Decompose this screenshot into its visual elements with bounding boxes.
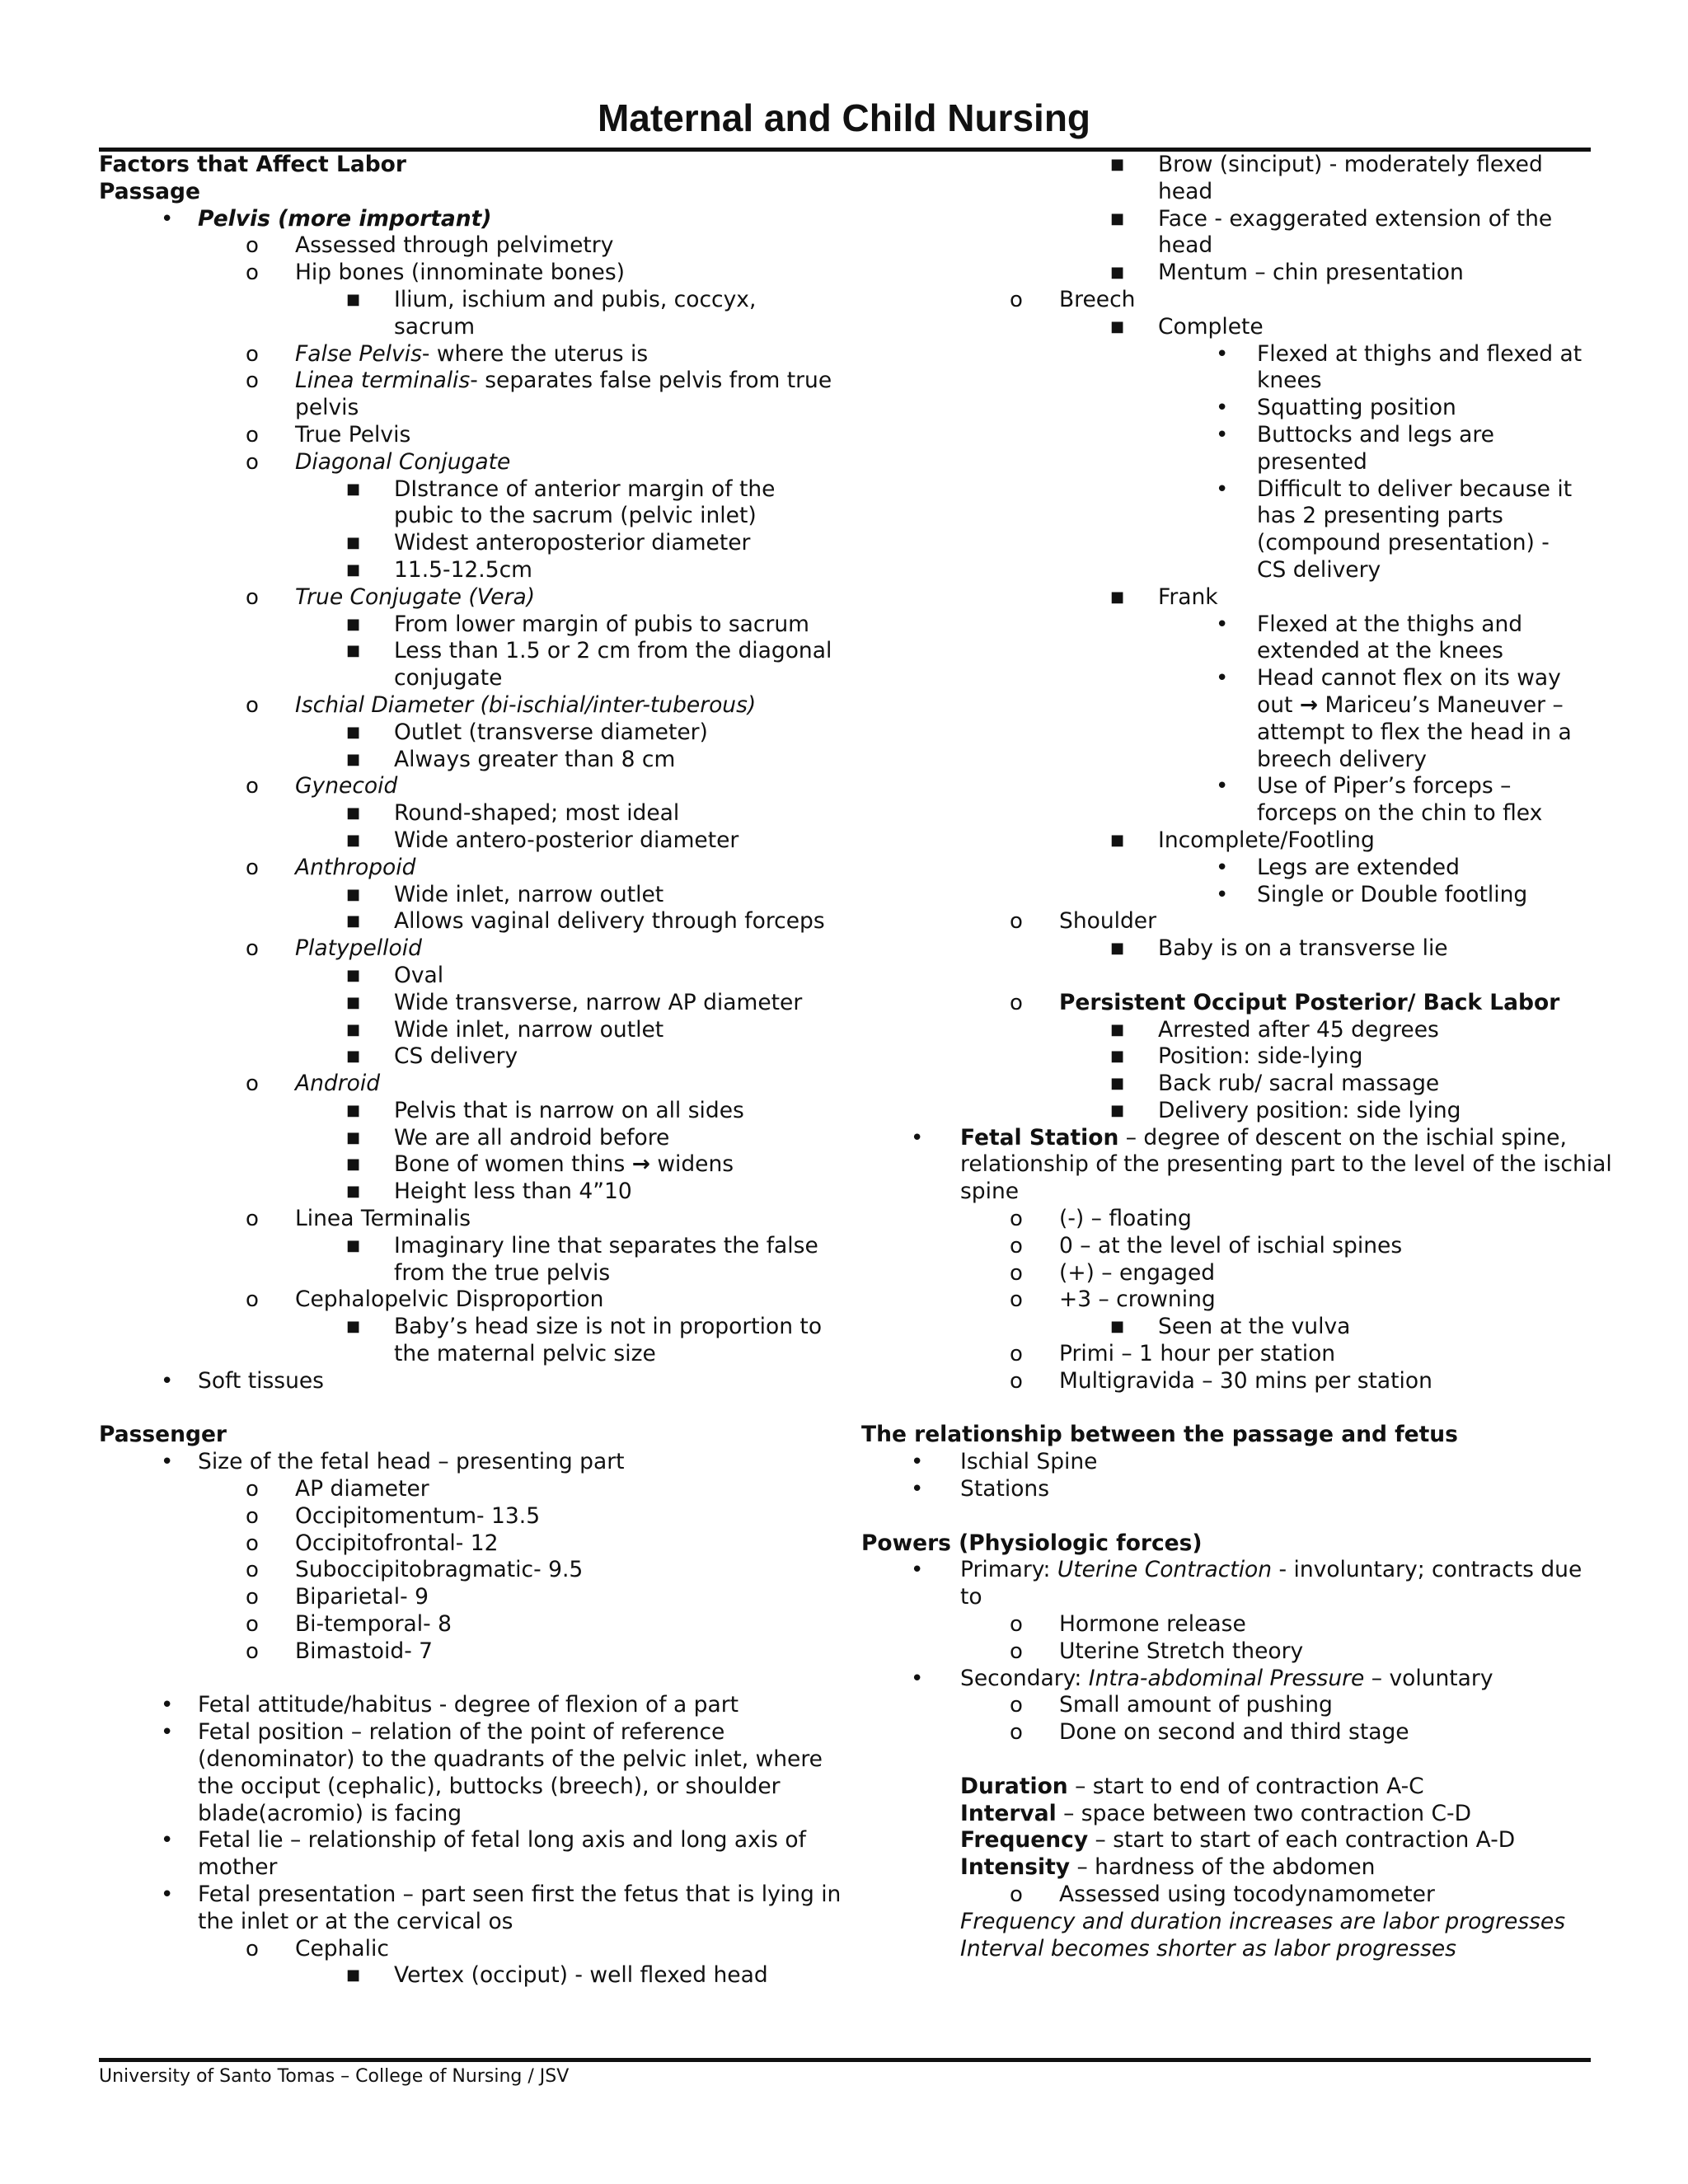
bullet-circle-icon: o bbox=[1010, 287, 1023, 312]
bullet-circle-icon: o bbox=[246, 1503, 259, 1529]
bullet-square-icon: ■ bbox=[346, 1183, 361, 1201]
list-item: • Fetal position – relation of the point of reference bbox=[161, 1719, 725, 1746]
bullet-square-icon: ■ bbox=[1110, 209, 1125, 227]
list-item: o False Pelvis- where the uterus is bbox=[246, 340, 649, 367]
list-item: ■ Mentum – chin presentation bbox=[1110, 260, 1464, 286]
list-item: o Hip bones (innominate bones) bbox=[246, 260, 626, 286]
bullet-dot-icon: • bbox=[911, 1558, 924, 1583]
bullet-dot-icon: • bbox=[161, 1693, 174, 1718]
bullet-dot-icon: • bbox=[911, 1450, 924, 1475]
bullet-square-icon: ■ bbox=[1110, 1318, 1125, 1336]
list-item: o Platypelloid bbox=[246, 935, 422, 962]
bullet-dot-icon: • bbox=[911, 1125, 924, 1151]
bullet-square-icon: ■ bbox=[1110, 1075, 1125, 1093]
bullet-circle-icon: o bbox=[246, 260, 259, 286]
bullet-circle-icon: o bbox=[246, 936, 259, 962]
list-item: ■ Position: side-lying bbox=[1110, 1043, 1363, 1070]
bullet-square-icon: ■ bbox=[346, 966, 361, 984]
list-item: ■ Delivery position: side lying bbox=[1110, 1097, 1461, 1123]
list-item: • Fetal lie – relationship of fetal long axis and long axis of bbox=[161, 1827, 806, 1854]
bullet-dot-icon: • bbox=[161, 1450, 174, 1475]
bullet-square-icon: ■ bbox=[346, 560, 361, 579]
bullet-circle-icon: o bbox=[246, 1477, 259, 1502]
bullet-square-icon: ■ bbox=[1110, 317, 1125, 335]
list-item-cont: to bbox=[960, 1584, 982, 1610]
list-item-cont: (denominator) to the quadrants of the pelvic inlet, where bbox=[198, 1746, 823, 1773]
bullet-square-icon: ■ bbox=[1110, 588, 1125, 606]
bullet-circle-icon: o bbox=[246, 1558, 259, 1583]
arrow-right-icon: → bbox=[631, 1151, 650, 1178]
bullet-circle-icon: o bbox=[246, 855, 259, 880]
list-item: o (+) – engaged bbox=[1010, 1259, 1216, 1286]
list-item: • Head cannot flex on its way bbox=[1216, 665, 1561, 691]
bullet-circle-icon: o bbox=[246, 1071, 259, 1097]
list-item: o Hormone release bbox=[1010, 1611, 1246, 1638]
bullet-circle-icon: o bbox=[1010, 1342, 1023, 1367]
list-item: • Squatting position bbox=[1216, 395, 1456, 421]
list-item: o Bi-temporal- 8 bbox=[246, 1611, 452, 1638]
list-item: ■ Brow (sinciput) - moderately flexed bbox=[1110, 152, 1543, 177]
bullet-circle-icon: o bbox=[246, 1936, 259, 1961]
bullet-square-icon: ■ bbox=[346, 993, 361, 1011]
list-item-cont: conjugate bbox=[394, 665, 503, 691]
bullet-circle-icon: o bbox=[1010, 1233, 1023, 1258]
list-item: • Difficult to deliver because it bbox=[1216, 476, 1573, 502]
definition: Frequency – start to start of each contraction A-D bbox=[960, 1827, 1516, 1854]
list-item: ■ Arrested after 45 degrees bbox=[1110, 1016, 1439, 1043]
list-item: ■ Face - exaggerated extension of the bbox=[1110, 205, 1553, 232]
bullet-circle-icon: o bbox=[246, 1638, 259, 1664]
list-item-cont: CS delivery bbox=[1257, 556, 1381, 583]
list-item: • Fetal attitude/habitus - degree of flexion of a part bbox=[161, 1692, 738, 1718]
bullet-circle-icon: o bbox=[246, 422, 259, 448]
list-item: ■ Round-shaped; most ideal bbox=[346, 800, 680, 827]
bullet-dot-icon: • bbox=[1216, 882, 1229, 907]
bullet-circle-icon: o bbox=[1010, 1368, 1023, 1394]
list-item: • Single or Double footling bbox=[1216, 881, 1528, 907]
list-item: o Android bbox=[246, 1071, 381, 1097]
bullet-circle-icon: o bbox=[246, 341, 259, 367]
bullet-square-icon: ■ bbox=[346, 642, 361, 660]
bullet-circle-icon: o bbox=[1010, 990, 1023, 1015]
list-item-cont: from the true pelvis bbox=[394, 1259, 611, 1286]
bullet-square-icon: ■ bbox=[1110, 831, 1125, 849]
bullet-circle-icon: o bbox=[246, 233, 259, 259]
list-item: o Multigravida – 30 mins per station bbox=[1010, 1367, 1432, 1394]
bullet-dot-icon: • bbox=[1216, 855, 1229, 880]
left-column bbox=[99, 152, 841, 1990]
list-item: o Linea Terminalis bbox=[246, 1206, 471, 1232]
bullet-circle-icon: o bbox=[246, 1612, 259, 1638]
list-item: ■ Height less than 4”10 bbox=[346, 1179, 632, 1205]
bullet-dot-icon: • bbox=[1216, 612, 1229, 637]
list-item-cont: knees bbox=[1257, 368, 1322, 394]
list-item: o +3 – crowning bbox=[1010, 1286, 1216, 1313]
list-item: o Occipitomentum- 13.5 bbox=[246, 1502, 541, 1529]
bullet-square-icon: ■ bbox=[346, 1128, 361, 1146]
list-item: ■ Back rub/ sacral massage bbox=[1110, 1071, 1440, 1097]
list-item: o AP diameter bbox=[246, 1476, 429, 1502]
bullet-circle-icon: o bbox=[1010, 909, 1023, 935]
list-item: • Ischial Spine bbox=[911, 1449, 1098, 1475]
list-item: o True Conjugate (Vera) bbox=[246, 583, 536, 610]
list-item: ■ Wide transverse, narrow AP diameter bbox=[346, 989, 803, 1015]
list-item: o Diagonal Conjugate bbox=[246, 448, 511, 475]
list-item: o True Pelvis bbox=[246, 421, 411, 448]
list-item: o Cephalic bbox=[246, 1935, 389, 1961]
page-footer: University of Santo Tomas – College of Nursing / JSV bbox=[99, 2066, 570, 2087]
list-item-cont: the maternal pelvic size bbox=[394, 1341, 656, 1367]
list-item: ■ CS delivery bbox=[346, 1043, 518, 1070]
list-item: o Assessed through pelvimetry bbox=[246, 232, 614, 259]
list-item: • Stations bbox=[911, 1476, 1050, 1502]
bullet-square-icon: ■ bbox=[346, 615, 361, 633]
list-item-cont: pelvis bbox=[295, 395, 359, 421]
bullet-dot-icon: • bbox=[1216, 422, 1229, 448]
list-item: ■ Baby’s head size is not in proportion to bbox=[346, 1314, 823, 1340]
bullet-circle-icon: o bbox=[246, 774, 259, 799]
list-item: • Legs are extended bbox=[1216, 854, 1460, 880]
bullet-circle-icon: o bbox=[246, 692, 259, 718]
list-item: ■ We are all android before bbox=[346, 1124, 670, 1151]
list-item: ■ Outlet (transverse diameter) bbox=[346, 719, 708, 745]
list-item-cont: relationship of the presenting part to the level of the ischial bbox=[960, 1151, 1612, 1178]
list-item-cont: mother bbox=[198, 1854, 278, 1881]
bullet-square-icon: ■ bbox=[1110, 1020, 1125, 1038]
list-item: • Size of the fetal head – presenting part bbox=[161, 1449, 625, 1475]
list-item: ■ Vertex (occiput) - well flexed head bbox=[346, 1962, 768, 1989]
list-item: o Shoulder bbox=[1010, 908, 1157, 935]
list-item: o Done on second and third stage bbox=[1010, 1719, 1409, 1746]
list-item-cont: (compound presentation) - bbox=[1257, 530, 1550, 556]
list-item: ■ From lower margin of pubis to sacrum bbox=[346, 611, 809, 637]
bullet-dot-icon: • bbox=[911, 1477, 924, 1502]
list-item-cont: spine bbox=[960, 1179, 1020, 1205]
bullet-circle-icon: o bbox=[1010, 1638, 1023, 1664]
list-item-cont: out → Mariceu’s Maneuver – bbox=[1257, 691, 1564, 718]
bullet-circle-icon: o bbox=[1010, 1720, 1023, 1746]
list-item-cont: attempt to flex the head in a bbox=[1257, 719, 1572, 745]
bullet-square-icon: ■ bbox=[346, 1047, 361, 1066]
list-item: • Secondary: Intra-abdominal Pressure – voluntary bbox=[911, 1665, 1493, 1691]
list-item-cont: extended at the knees bbox=[1257, 638, 1503, 664]
list-item: o Occipitofrontal- 12 bbox=[246, 1530, 499, 1556]
list-item: ■ Always greater than 8 cm bbox=[346, 746, 676, 772]
bullet-circle-icon: o bbox=[1010, 1693, 1023, 1718]
list-item: o 0 – at the level of ischial spines bbox=[1010, 1232, 1403, 1258]
list-item: o Uterine Stretch theory bbox=[1010, 1638, 1304, 1664]
bullet-dot-icon: • bbox=[1216, 396, 1229, 421]
definition: Intensity – hardness of the abdomen bbox=[960, 1854, 1376, 1881]
list-item-cont: sacrum bbox=[394, 313, 476, 340]
section-heading: Passenger bbox=[99, 1422, 227, 1448]
list-item-cont: pubic to the sacrum (pelvic inlet) bbox=[394, 503, 757, 529]
list-item-cont: head bbox=[1158, 178, 1213, 204]
list-item-cont: presented bbox=[1257, 448, 1367, 475]
list-item: o Breech bbox=[1010, 286, 1136, 312]
bullet-square-icon: ■ bbox=[346, 831, 361, 849]
bullet-circle-icon: o bbox=[246, 1530, 259, 1556]
bullet-square-icon: ■ bbox=[1110, 940, 1125, 958]
bullet-circle-icon: o bbox=[246, 368, 259, 394]
list-item: ■ Wide inlet, narrow outlet bbox=[346, 1016, 664, 1043]
list-item: ■ Ilium, ischium and pubis, coccyx, bbox=[346, 286, 757, 312]
bullet-dot-icon: • bbox=[161, 206, 174, 232]
list-item: o Suboccipitobragmatic- 9.5 bbox=[246, 1557, 584, 1583]
note: Frequency and duration increases are labor progresses bbox=[960, 1908, 1566, 1934]
bullet-square-icon: ■ bbox=[1110, 156, 1125, 173]
list-item: ■ DIstrance of anterior margin of the bbox=[346, 476, 776, 502]
bullet-dot-icon: • bbox=[1216, 774, 1229, 799]
bullet-square-icon: ■ bbox=[346, 723, 361, 741]
list-item: ■ Complete bbox=[1110, 313, 1264, 340]
bullet-dot-icon: • bbox=[161, 1368, 174, 1394]
bullet-square-icon: ■ bbox=[346, 1101, 361, 1119]
page-title: Maternal and Child Nursing bbox=[597, 96, 1091, 139]
bullet-square-icon: ■ bbox=[346, 750, 361, 768]
right-column bbox=[861, 152, 1612, 1962]
footer-rule bbox=[99, 2058, 1591, 2062]
list-item: ■ Widest anteroposterior diameter bbox=[346, 530, 751, 556]
list-item: o Small amount of pushing bbox=[1010, 1692, 1333, 1718]
list-item: • Flexed at the thighs and bbox=[1216, 611, 1523, 637]
list-item: • Pelvis (more important) bbox=[161, 205, 492, 232]
list-item: ■ Pelvis that is narrow on all sides bbox=[346, 1097, 744, 1123]
bullet-square-icon: ■ bbox=[1110, 1047, 1125, 1066]
list-item: o Primi – 1 hour per station bbox=[1010, 1341, 1336, 1367]
bullet-circle-icon: o bbox=[1010, 1260, 1023, 1286]
bullet-dot-icon: • bbox=[161, 1720, 174, 1746]
section-heading: The relationship between the passage and fetus bbox=[861, 1422, 1458, 1448]
bullet-dot-icon: • bbox=[161, 1882, 174, 1907]
bullet-circle-icon: o bbox=[1010, 1612, 1023, 1638]
list-item: o (-) – floating bbox=[1010, 1206, 1192, 1232]
bullet-square-icon: ■ bbox=[346, 1155, 361, 1174]
bullet-circle-icon: o bbox=[1010, 1882, 1023, 1907]
list-item: ■ Oval bbox=[346, 962, 444, 988]
list-item: ■ 11.5-12.5cm bbox=[346, 556, 532, 583]
bullet-square-icon: ■ bbox=[346, 1318, 361, 1336]
list-item: ■ Allows vaginal delivery through forceps bbox=[346, 908, 825, 935]
definition: Interval – space between two contraction C-D bbox=[960, 1800, 1471, 1826]
list-item: o Assessed using tocodynamometer bbox=[1010, 1882, 1435, 1907]
list-item: ■ Less than 1.5 or 2 cm from the diagonal bbox=[346, 638, 832, 664]
bullet-circle-icon: o bbox=[1010, 1287, 1023, 1313]
list-item: ■ Bone of women thins → widens bbox=[346, 1151, 734, 1178]
list-item: ■ Imaginary line that separates the false bbox=[346, 1232, 818, 1258]
list-item: o Ischial Diameter (bi-ischial/inter-tuberous) bbox=[246, 691, 757, 718]
section-heading: Factors that Affect Labor bbox=[99, 152, 406, 177]
bullet-circle-icon: o bbox=[1010, 1207, 1023, 1232]
section-heading: Powers (Physiologic forces) bbox=[861, 1530, 1203, 1556]
list-item: • Primary: Uterine Contraction - involuntary; contracts due bbox=[911, 1557, 1582, 1583]
bullet-square-icon: ■ bbox=[346, 1020, 361, 1038]
list-item: • Fetal Station – degree of descent on the ischial spine, bbox=[911, 1124, 1567, 1151]
bullet-dot-icon: • bbox=[1216, 476, 1229, 502]
list-item-cont: forceps on the chin to flex bbox=[1257, 800, 1543, 827]
list-item: • Use of Piper’s forceps – bbox=[1216, 773, 1512, 799]
list-item: ■ Seen at the vulva bbox=[1110, 1314, 1351, 1340]
bullet-circle-icon: o bbox=[246, 449, 259, 475]
bullet-square-icon: ■ bbox=[346, 912, 361, 930]
bullet-circle-icon: o bbox=[246, 1585, 259, 1610]
note: Interval becomes shorter as labor progresses bbox=[960, 1935, 1456, 1961]
list-item-cont: blade(acromio) is facing bbox=[198, 1800, 462, 1826]
list-item: ■ Wide antero-posterior diameter bbox=[346, 827, 739, 853]
list-item: ■ Incomplete/Footling bbox=[1110, 827, 1375, 853]
list-item: ■ Frank bbox=[1110, 583, 1218, 610]
list-item: o Biparietal- 9 bbox=[246, 1584, 429, 1610]
bullet-square-icon: ■ bbox=[346, 1236, 361, 1254]
bullet-square-icon: ■ bbox=[346, 885, 361, 903]
list-item: ■ Baby is on a transverse lie bbox=[1110, 935, 1448, 962]
bullet-square-icon: ■ bbox=[346, 290, 361, 308]
bullet-square-icon: ■ bbox=[1110, 264, 1125, 282]
list-item-cont: breech delivery bbox=[1257, 746, 1427, 772]
list-item: o Bimastoid- 7 bbox=[246, 1638, 434, 1664]
list-item: • Soft tissues bbox=[161, 1367, 324, 1394]
list-item: ■ Wide inlet, narrow outlet bbox=[346, 881, 664, 907]
list-item-cont: head bbox=[1158, 232, 1213, 259]
bullet-circle-icon: o bbox=[246, 1207, 259, 1232]
bullet-square-icon: ■ bbox=[346, 804, 361, 823]
list-item-cont: the inlet or at the cervical os bbox=[198, 1908, 513, 1934]
list-item: • Flexed at thighs and flexed at bbox=[1216, 340, 1582, 367]
list-item: o Gynecoid bbox=[246, 773, 398, 799]
arrow-right-icon: → bbox=[1299, 691, 1319, 718]
list-item-cont: the occiput (cephalic), buttocks (breech), or shoulder bbox=[198, 1773, 781, 1799]
bullet-circle-icon: o bbox=[246, 584, 259, 610]
definition: Duration – start to end of contraction A-C bbox=[960, 1773, 1424, 1799]
list-item: • Buttocks and legs are bbox=[1216, 421, 1494, 448]
list-item: o Persistent Occiput Posterior/ Back Labor bbox=[1010, 989, 1560, 1015]
list-item: o Anthropoid bbox=[246, 854, 416, 880]
bullet-dot-icon: • bbox=[161, 1828, 174, 1854]
section-heading: Passage bbox=[99, 178, 200, 204]
bullet-square-icon: ■ bbox=[346, 534, 361, 552]
list-item: o Cephalopelvic Disproportion bbox=[246, 1286, 604, 1313]
bullet-square-icon: ■ bbox=[346, 1966, 361, 1985]
list-item-cont: has 2 presenting parts bbox=[1257, 503, 1503, 529]
bullet-circle-icon: o bbox=[246, 1287, 259, 1313]
bullet-dot-icon: • bbox=[1216, 341, 1229, 367]
bullet-dot-icon: • bbox=[911, 1666, 924, 1691]
bullet-dot-icon: • bbox=[1216, 666, 1229, 691]
bullet-square-icon: ■ bbox=[1110, 1101, 1125, 1119]
list-item: • Fetal presentation – part seen first the fetus that is lying in bbox=[161, 1882, 842, 1907]
bullet-square-icon: ■ bbox=[346, 480, 361, 498]
list-item: o Linea terminalis- separates false pelvis from true bbox=[246, 368, 832, 394]
